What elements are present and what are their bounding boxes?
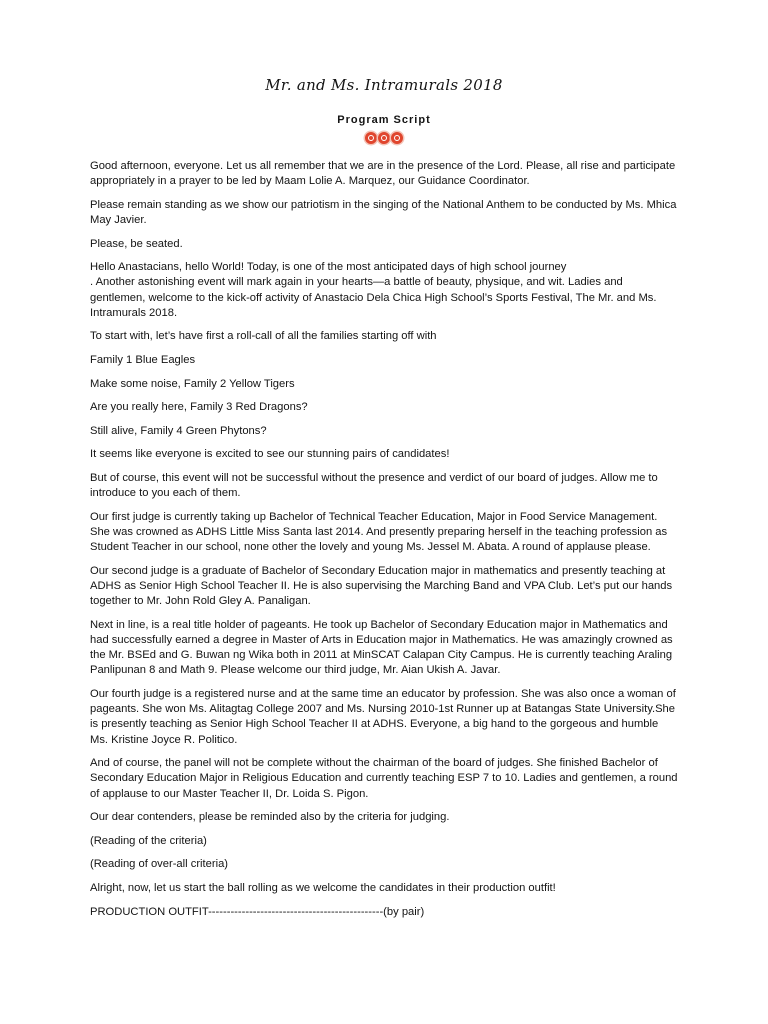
- flower-icon: [391, 132, 403, 144]
- paragraph: Our fourth judge is a registered nurse and at the same time an educator by profession. She was also once a woman of pageants. She won Ms. Alitagtag College 2007 and Ms. Nursing 2010-1st Runner up at Batangas State University.She is presently teaching as Senior High School Teacher II at ADHS. Everyone, a big hand to the gorgeous and humble Ms. Kristine Joyce R. Politico.: [90, 687, 676, 746]
- paragraph: Hello Anastacians, hello World! Today, is one of the most anticipated days of high school journey . Another astonishing event will mark again in your hearts—a battle of beauty, physique, and wit. Ladies and gentlemen, welcome to the kick-off activity of Anastacio Dela Chica High School’s Sports Festival, The Mr. and Ms. Intramurals 2018.: [90, 261, 657, 319]
- paragraph: Are you really here, Family 3 Red Dragons?: [90, 401, 308, 414]
- paragraph: (Reading of the criteria): [90, 834, 207, 847]
- paragraph: Our second judge is a graduate of Bachelor of Secondary Education major in mathematics and presently teaching at ADHS as Senior High School Teacher II. He is also supervising the Marching Band and VPA Club. Let’s put our hands together to Mr. John Rold Gley A. Panaligan.: [90, 564, 673, 608]
- paragraph: Good afternoon, everyone. Let us all remember that we are in the presence of the Lord. Please, all rise and participate appropriately in a prayer to be led by Maam Lolie A. Marquez, our Guidance Coordinator.: [90, 160, 676, 188]
- document-subtitle: Program Script: [337, 114, 431, 126]
- paragraph: Please, be seated.: [90, 237, 183, 250]
- paragraph: Still alive, Family 4 Green Phytons?: [90, 424, 267, 437]
- paragraph: But of course, this event will not be successful without the presence and verdict of our board of judges. Allow me to introduce to you each of them.: [90, 471, 658, 500]
- flower-ornament-icon: [90, 132, 678, 144]
- paragraph: (Reading of over-all criteria): [90, 858, 229, 871]
- flower-icon: [378, 132, 390, 144]
- paragraph: And of course, the panel will not be complete without the chairman of the board of judges. She finished Bachelor of Secondary Education Major in Religious Education and currently teaching ESP 7 to 10. Ladies and gentlemen, a round of applause to our Master Teacher II, Dr. Loida S. Pigon.: [90, 757, 678, 800]
- paragraph: It seems like everyone is excited to see our stunning pairs of candidates!: [90, 448, 450, 461]
- document-title: Mr. and Ms. Intramurals 2018: [265, 76, 503, 94]
- paragraph: To start with, let’s have first a roll-call of all the families starting off with: [90, 330, 437, 343]
- flower-icon: [365, 132, 377, 144]
- paragraph: PRODUCTION OUTFIT-----------------------------------------------(by pair): [90, 905, 425, 918]
- paragraph: Our first judge is currently taking up Bachelor of Technical Teacher Education, Major in Food Service Management. She was crowned as ADHS Little Miss Santa last 2014. And presently preparing herself in the teaching profession as Student Teacher in our school, none other the lovely and young Ms. Jessel M. Abata. A round of applause please.: [90, 510, 668, 554]
- paragraph: Our dear contenders, please be reminded also by the criteria for judging.: [90, 811, 450, 824]
- paragraph: Alright, now, let us start the ball rolling as we welcome the candidates in their production outfit!: [90, 881, 556, 894]
- paragraph: Family 1 Blue Eagles: [90, 353, 196, 366]
- paragraph: Make some noise, Family 2 Yellow Tigers: [90, 377, 295, 390]
- paragraph: Please remain standing as we show our patriotism in the singing of the National Anthem to be conducted by Ms. Mhica May Javier.: [90, 198, 677, 226]
- paragraph: Next in line, is a real title holder of pageants. He took up Bachelor of Secondary Education major in Mathematics and had successfully earned a degree in Master of Arts in Education major in Mathematics. He was amazingly crowned as the Mr. BSEd and G. Buwan ng Wika both in 2011 at MinSCAT Calapan City Campus. He is currently teaching Araling Panlipunan 8 and Math 9. Please welcome our third judge, Mr. Aian Ukish A. Javar.: [90, 618, 673, 677]
